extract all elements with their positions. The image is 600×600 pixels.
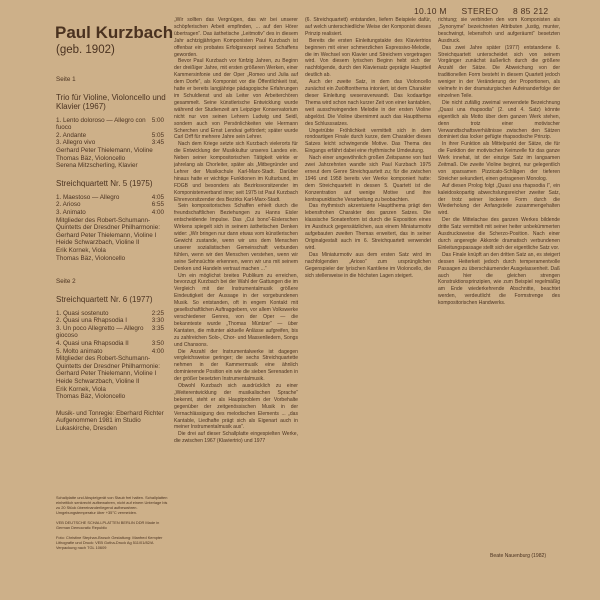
work2-title: Streichquartett Nr. 5 (1975)	[56, 178, 153, 188]
paragraph: Auf diesen Prolog folgt „Quasi una rhapsodia I“, ein kaleidoskopartig abwechslungsreicher zweiter Satz, der trotz seiner lockeren Form durch die Wiederholung der Anfangsteile zusammengehalten wird.	[438, 182, 560, 217]
track-row	[56, 132, 164, 140]
paragraph: Die drei auf dieser Schallplatte eingespielten Werke, die zwischen 1967 (Klaviertrio) und 1977	[174, 431, 298, 445]
paragraph: (6. Streichquartett) entstanden, liefern Beispiele dafür, auf welch unterschiedliche Weise der Komponist dieses Prinzip realisiert.	[305, 17, 431, 37]
credit-line: Gerhard Peter Thielemann, Violine I	[56, 231, 157, 239]
liner-notes-column-1	[174, 17, 298, 445]
track-title: 2. Arioso	[56, 201, 81, 209]
side1-label: Seite 1	[56, 76, 76, 83]
work2-tracks	[56, 194, 169, 217]
work3-title: Streichquartett Nr. 6 (1977)	[56, 294, 153, 304]
track-duration: 3:50	[151, 340, 164, 348]
work3-performers	[56, 355, 169, 401]
production-credits	[56, 410, 169, 433]
track-row	[56, 117, 164, 132]
paragraph: Das Finale knüpft an den dritten Satz an, es steigert dessen Heiterkeit jedoch durch temperamentvolle Passagen zu überschäumender Ausgelassenheit. Daß auch hier die gleichen strengen Konstruktionsprinzipien, wie zum Beispiel regelmäßig am Ende wiederkehrende Abschnitte, beachtet werden, verdeutlicht die Formstrenge des kompositorischen Handwerks.	[438, 251, 560, 307]
paragraph: richtung; sie verbinden den vom Komponisten als „Synonyme“ bezeichneten Attributen „lustig, munter, beschwingt, lebensfroh und aufgeräumt“ besetzten Ausdruck.	[438, 17, 560, 44]
track-duration: 3:35	[151, 324, 164, 332]
credit-line: Thomas Bäz, Violoncello	[56, 154, 126, 162]
paragraph: Das zwei Jahre später (1977) entstandene 6. Streichquartett unterscheidet sich von seinem Vorgänger zunächst äußerlich durch die größere Anzahl der Sätze. Die Abweichung von der traditionellen Form besteht in diesem Quartett jedoch weniger in der Veränderung der Proportionen, als vielmehr in der dramaturgischen Aufeinanderfolge der einzelnen Teile.	[438, 44, 560, 99]
track-duration: 2:25	[151, 309, 164, 317]
credit-line: Gerhard Peter Thielemann, Violine I	[56, 370, 157, 378]
track-duration: 4:05	[151, 193, 164, 201]
track-row	[56, 325, 164, 340]
composer-name: Paul Kurzbach	[55, 23, 174, 42]
care-instructions: Schallplatte und Abspielgerät von Staub frei halten. Schallplatten einheitlich senkrecht aufbewahren, nicht auf einem Unterlage bis zu 20 Stück übereinanderliegend aufbewahren. Umgebungstemperatur über +35°C vermeiden.	[56, 495, 168, 515]
track-title: 1. Maestoso — Allegro	[56, 193, 120, 201]
track-title: 1. Lento doloroso — Allegro con fuoco	[56, 116, 146, 132]
track-row	[56, 348, 164, 356]
paragraph: Ungetrübte Fröhlichkeit vermittelt sich in dem rondoartigen Finale durch kurze, dem Charakter dieses Satzes leicht schwingende Motive. Das Thema des Eingangs erfährt dabei eine rhythmische Umdeutung.	[305, 127, 431, 155]
track-duration: 5:05	[151, 131, 164, 139]
print-credits: Foto: Christine Stephan-Brosch Gestaltung: Manfred Kempter Lithografie und Druck: VEB Gotha-Druck Ag 511/01/82/A Verpackung nach TGL 10609	[56, 535, 163, 550]
side-code: 10.10 M	[414, 6, 447, 16]
paragraph: Auch der zweite Satz, in dem das Violoncello zunächst ein Zwölftonthema intoniert, ist dem Charakter dieser Einleitung wesensverwandt. Das kodaartige Thema wird schon nach kurzer Zeit von einer kantablen, weit ausschwingenden Melodie in der ersten Violine abgelöst. Die Violine übernimmt auch das Hauptthema des Schlusssatzes.	[305, 79, 431, 127]
work1-title: Trio für Violine, Violoncello und Klavier (1967)	[56, 92, 166, 111]
catalog-number	[414, 6, 560, 16]
stereo-label: STEREO	[461, 6, 499, 16]
track-title: 3. Animato	[56, 208, 86, 216]
paragraph: Um ein möglichst breites Publikum zu erreichen, bevorzugt Kurzbach bei der Wahl der Gattungen die im Vergleich mit der Instrumentalmusik größere Eindeutigkeit der Aussage in der vorgebundenen Musik. So entstanden, oft in engem Kontakt mit gesellschaftlichen Auftraggebern, vor allem Volkswerke verschiedener Genres, von der Oper — die bekannteste wurde „Thomas Müntzer“ — über Kantaten, die mitunter aktuelle Anlässe aufgreifen, bis zu zahlreichen Solo-, Chor- und Massenliedern, Songs und Chansons.	[174, 272, 298, 348]
credit-line: Thomas Bäz, Violoncello	[56, 254, 126, 262]
footer-notes	[56, 495, 168, 555]
paragraph: Das rhythmisch akzentuierte Hauptthema prägt den lebensfrohen Charakter des ganzen Satzes. Die klassische Sonatenform ist durch die Exposition eines im Ausdruck gegensätzlichen, aus einem Miniaturmotiv aufgebauten zweiten Themas erweitert, das in seiner Originalgestalt auch im 6. Streichquartett verwendet wird.	[305, 203, 431, 251]
track-title: 3. Un poco Allegretto — Allegro giocoso	[56, 324, 144, 340]
credit-line: Mitglieder des Robert-Schumann-Quintetts der Dresdner Philharmonie:	[56, 355, 160, 370]
track-duration: 3:45	[151, 139, 164, 147]
track-duration: 4:00	[151, 208, 164, 216]
paragraph: Sein kompositorisches Schaffen erhielt durch die freundschaftlichen Beziehungen zu Hanns Eisler entscheidende Impulse. Das „Cui bono“-Eislerschen Wirkens spiegelt sich in seinem ästhetischen Denken wider: „Wir bringen nur dann etwas vom künstlerischen Gewicht zustande, wenn wir uns dem Menschen unserer sozialistischen Gemeinschaft verbunden fühlen, wenn wir den Menschen verstehen, wenn wir seine Sehnsüchte erkennen, wenn wir uns mit seinem Denken und Handeln vertraut machen ...“	[174, 203, 298, 272]
catalog-code: 8 85 212	[512, 6, 549, 16]
work3-tracks	[56, 310, 169, 356]
credit-line: Mitglieder des Robert-Schumann-Quintetts der Dresdner Philharmonie:	[56, 216, 160, 232]
label-info: VEB DEUTSCHE SCHALLPLATTEN BERLIN DDR Made in German Democratic Republic	[56, 520, 160, 530]
paragraph: Die nicht zufällig zweimal verwendete Bezeichnung „Quasi una rhapsodia“ (2. und 4. Satz) könnte eigentlich als Motto über dem ganzen Werk stehen, denn trotz einer motivischer Verwandtschaftsverhältnisse zwischen den Sätzen dominiert das locker gefügte rhapsodische Prinzip.	[438, 99, 560, 141]
track-row	[56, 340, 164, 348]
paragraph: Die Anzahl der Instrumentalwerke ist dagegen vergleichsweise geringer; die sechs Streichquartette nehmen in der Kammermusik eine ähnlich dominierende Position ein wie die sieben Serenaden in der größer besetzten Instrumentalmusik.	[174, 348, 298, 383]
paragraph: „Wir sollten das Vergnügen, das wir bei unserer schöpferischen Arbeit empfinden, ... auf den Hörer übertragen“. Das ästhetische „Leitmotiv“ des in diesem Jahr achtzigjährigen Komponisten Paul Kurzbach ist offenbar ein probates Erfolgsrezept seines Schaffens geworden.	[174, 17, 298, 58]
credit-line: Erik Kornek, Viola	[56, 246, 106, 254]
credit-line: Serena Mitzscherling, Klavier	[56, 162, 138, 170]
liner-notes-column-2	[305, 17, 431, 279]
track-title: 2. Quasi una Rhapsodia I	[56, 317, 128, 325]
track-title: 5. Molto animato	[56, 347, 103, 355]
paragraph: Der die Mittelachse des ganzen Werkes bildende dritte Satz vermittelt mit seiner heiter unbekümmerten Ausdrucksweise die Scherzo-Position. Nach einer durch angeregte Akkorde dramatisch verbundenen Einleitungspassage stellt sich der eigentliche Satz vor.	[438, 217, 560, 251]
track-duration: 5:00	[151, 116, 164, 124]
credit-line: Aufgenommen 1981 im Studio	[56, 417, 141, 425]
credit-line: Gerhard Peter Thielemann, Violine	[56, 146, 153, 154]
credit-line: Musik- und Tonregie: Eberhard Richter	[56, 409, 164, 417]
side2-label: Seite 2	[56, 278, 76, 286]
credit-line: Thomas Bäz, Violoncello	[56, 393, 126, 401]
tracklist-column	[56, 76, 169, 433]
track-duration: 3:30	[151, 317, 164, 325]
work1-performers	[56, 147, 169, 170]
work1-tracks	[56, 117, 169, 147]
track-duration: 6:55	[151, 201, 164, 209]
track-title: 4. Quasi una Rhapsodia II	[56, 340, 129, 348]
track-row	[56, 310, 164, 318]
paragraph: Bereits die ersten Einleitungstakte des Klaviertrios beginnen mit einer schmerzlichen Espressivo-Melodie, die im Wechsel von Klavier und Streichern vorgetragen wird. Von diesem lyrischen Beginn hebt sich der nachfolgende, durch den Klaviersatz geprägte Hauptteil deutlich ab.	[305, 37, 431, 79]
author-signature: Beate Nauenburg (1982)	[490, 553, 547, 559]
paragraph: Obwohl Kurzbach sich ausdrücklich zu einer „Weiterentwicklung der musikalischen Sprache“ bekennt, steht er als Hauptproblem der Vorbehalte gegenüber der zeitgenössischen Musik in der Vernachlässigung des melodischen Elements ... „das Kantable, Liedhafte prägt sich als Eigenart auch in meiner Instrumentalmusik aus“.	[174, 383, 298, 431]
track-title: 2. Andante	[56, 131, 87, 139]
paragraph: Nach dem Kriege setzte sich Kurzbach vielerorts für die Entwicklung der Musikkultur unseres Landes ein. Neben seiner kompositorischen Tätigkeit wirkte er jahrelang als Chorleiter, später als „Mitbegründer und Lehrer der Musikschule Karl-Marx-Stadt. Darüber hinaus hatte er wichtige Funktionen im Kulturbund, im FDGB und besonders als Bezirksvorsitzender im Komponistenverband inne; seit 1975 ist Paul Kurzbach Ehrenvorsitzender des Bezirks Karl-Marx-Stadt.	[174, 141, 298, 203]
track-title: 1. Quasi sostenuto	[56, 309, 109, 317]
paragraph: Das Miniaturmotiv aus dem ersten Satz wird im nachfolgenden „Arioso“ zum ursprünglichen Gegenspieler der lyrischen Kantilene im Violoncello, die sich stellenweise in die höchsten Lagen steigert.	[305, 251, 431, 279]
paragraph: Bevor Paul Kurzbach vor fünfzig Jahren, zu Beginn der dreißiger Jahre, mit ersten größeren Werken, einer Kammersinfonie und der Oper „Romeo und Julia auf dem Dorfe“, als Komponist vor die Öffentlichkeit trat, hatte er bereits langjährige pädagogische Erfahrungen im Schuldienst und als Leiter von Arbeiterchören gesammelt. Seine künstlerische Entwicklung wurde während der Studienzeit am Leipziger Konservatorium nicht nur von seinen Lehrern Ludwig und Seidl, sondern auch von Persönlichkeiten wie Hermann Scherchen und Ernst Lendvai gefördert; später wurde Carl Orff für mehrere Jahre sein Lehrer.	[174, 58, 298, 141]
credit-line: Heide Schwarzbach, Violine II	[56, 239, 140, 247]
track-row	[56, 201, 164, 209]
track-title: 3. Allegro vivo	[56, 139, 96, 147]
track-row	[56, 194, 164, 202]
track-row	[56, 139, 164, 147]
paragraph: Nach einer ungewöhnlich großen Zeitspanne von fast zwei Jahrzehnten wandte sich Paul Kurzbach 1975 erneut dem Genre Streichquartett zu; für die zwischen 1946 und 1958 bereits vier Werke komponiert hatte: dem Streichquartett in dessen 5. Quartett ist die Konzentration auf wenige Motive und ihre kontrapunktische Verarbeitung zu beobachten.	[305, 155, 431, 203]
track-row	[56, 209, 164, 217]
credit-line: Lukaskirche, Dresden	[56, 425, 117, 432]
composer-dates: (geb. 1902)	[56, 44, 115, 56]
credit-line: Heide Schwarzbach, Violine II	[56, 378, 140, 386]
work2-performers	[56, 217, 169, 263]
paragraph: In ihrer Funktion als Mittelpunkt der Sätze, die für die Funktion der motivischen Keimzelle für das ganze Werk innehat, ist der einzige Satz im langsamen Zeitmaß. Die zweite Violine beginnt, nur gelegentlich von sparsamen Pizzicato-Schlägen der tieferen Streicher sekundiert, einen getragenen Monolog.	[438, 141, 560, 182]
liner-notes-column-3	[438, 17, 560, 307]
track-duration: 4:00	[151, 347, 164, 355]
track-row	[56, 317, 164, 325]
credit-line: Erik Kornek, Viola	[56, 385, 106, 393]
